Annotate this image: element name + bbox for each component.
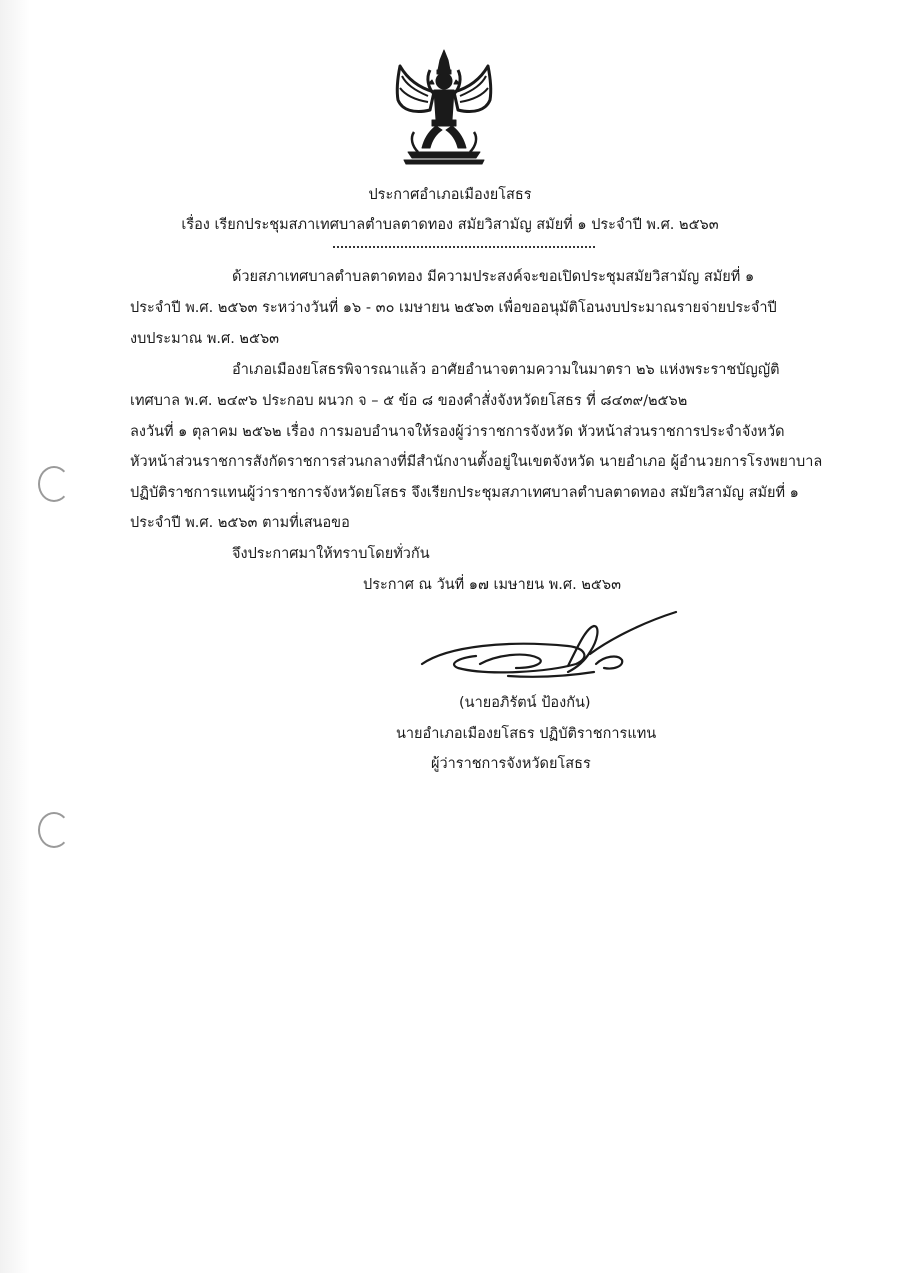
handwritten-signature bbox=[418, 606, 680, 696]
paragraph-2-line-4: หัวหน้าส่วนราชการสังกัดราชการส่วนกลางที่มีสำนักงานตั้งอยู่ในเขตจังหวัด นายอำเภอ ผู้อำนวยการโรงพยาบาล bbox=[130, 454, 823, 470]
title-divider bbox=[333, 246, 595, 248]
notice-issuer-title: ประกาศอำเภอเมืองยโสธร bbox=[368, 187, 532, 203]
paragraph-2-line-6: ประจำปี พ.ศ. ๒๕๖๓ ตามที่เสนอขอ bbox=[130, 515, 350, 531]
paragraph-2-line-3: ลงวันที่ ๑ ตุลาคม ๒๕๖๒ เรื่อง การมอบอำนาจให้รองผู้ว่าราชการจังหวัด หัวหน้าส่วนราชการประจำจังหวัด bbox=[130, 424, 785, 440]
closing-statement: จึงประกาศมาให้ทราบโดยทั่วกัน bbox=[232, 546, 430, 562]
paragraph-1-line-2: ประจำปี พ.ศ. ๒๕๖๓ ระหว่างวันที่ ๑๖ - ๓๐ เมษายน ๒๕๖๓ เพื่อขออนุมัติโอนงบประมาณรายจ่ายประจำปี bbox=[130, 300, 777, 316]
notice-subject: เรื่อง เรียกประชุมสภาเทศบาลตำบลตาดทอง สมัยวิสามัญ สมัยที่ ๑ ประจำปี พ.ศ. ๒๕๖๓ bbox=[181, 217, 719, 233]
paragraph-1-line-1: ด้วยสภาเทศบาลตำบลตาดทอง มีความประสงค์จะขอเปิดประชุมสมัยวิสามัญ สมัยที่ ๑ bbox=[232, 269, 755, 285]
paragraph-2-line-2: เทศบาล พ.ศ. ๒๔๙๖ ประกอบ ผนวก จ – ๕ ข้อ ๘ ของคำสั่งจังหวัดยโสธร ที่ ๘๔๓๙/๒๕๖๒ bbox=[130, 393, 688, 409]
garuda-emblem-icon bbox=[388, 48, 500, 166]
paragraph-1-line-3: งบประมาณ พ.ศ. ๒๕๖๓ bbox=[130, 331, 280, 347]
punch-hole-bottom bbox=[38, 812, 70, 848]
punch-hole-top bbox=[38, 466, 70, 502]
signatory-position-line-1: นายอำเภอเมืองยโสธร ปฏิบัติราชการแทน bbox=[396, 726, 657, 742]
signatory-name: (นายอภิรัตน์ ป้องกัน) bbox=[459, 695, 591, 711]
paragraph-2-line-5: ปฏิบัติราชการแทนผู้ว่าราชการจังหวัดยโสธร จึงเรียกประชุมสภาเทศบาลตำบลตาดทอง สมัยวิสามัญ สมัยที่ ๑ bbox=[130, 485, 799, 501]
signatory-position-line-2: ผู้ว่าราชการจังหวัดยโสธร bbox=[431, 756, 591, 772]
announcement-date: ประกาศ ณ วันที่ ๑๗ เมษายน พ.ศ. ๒๕๖๓ bbox=[363, 577, 621, 593]
paragraph-2-line-1: อำเภอเมืองยโสธรพิจารณาแล้ว อาศัยอำนาจตามความในมาตรา ๒๖ แห่งพระราชบัญญัติ bbox=[232, 362, 780, 378]
